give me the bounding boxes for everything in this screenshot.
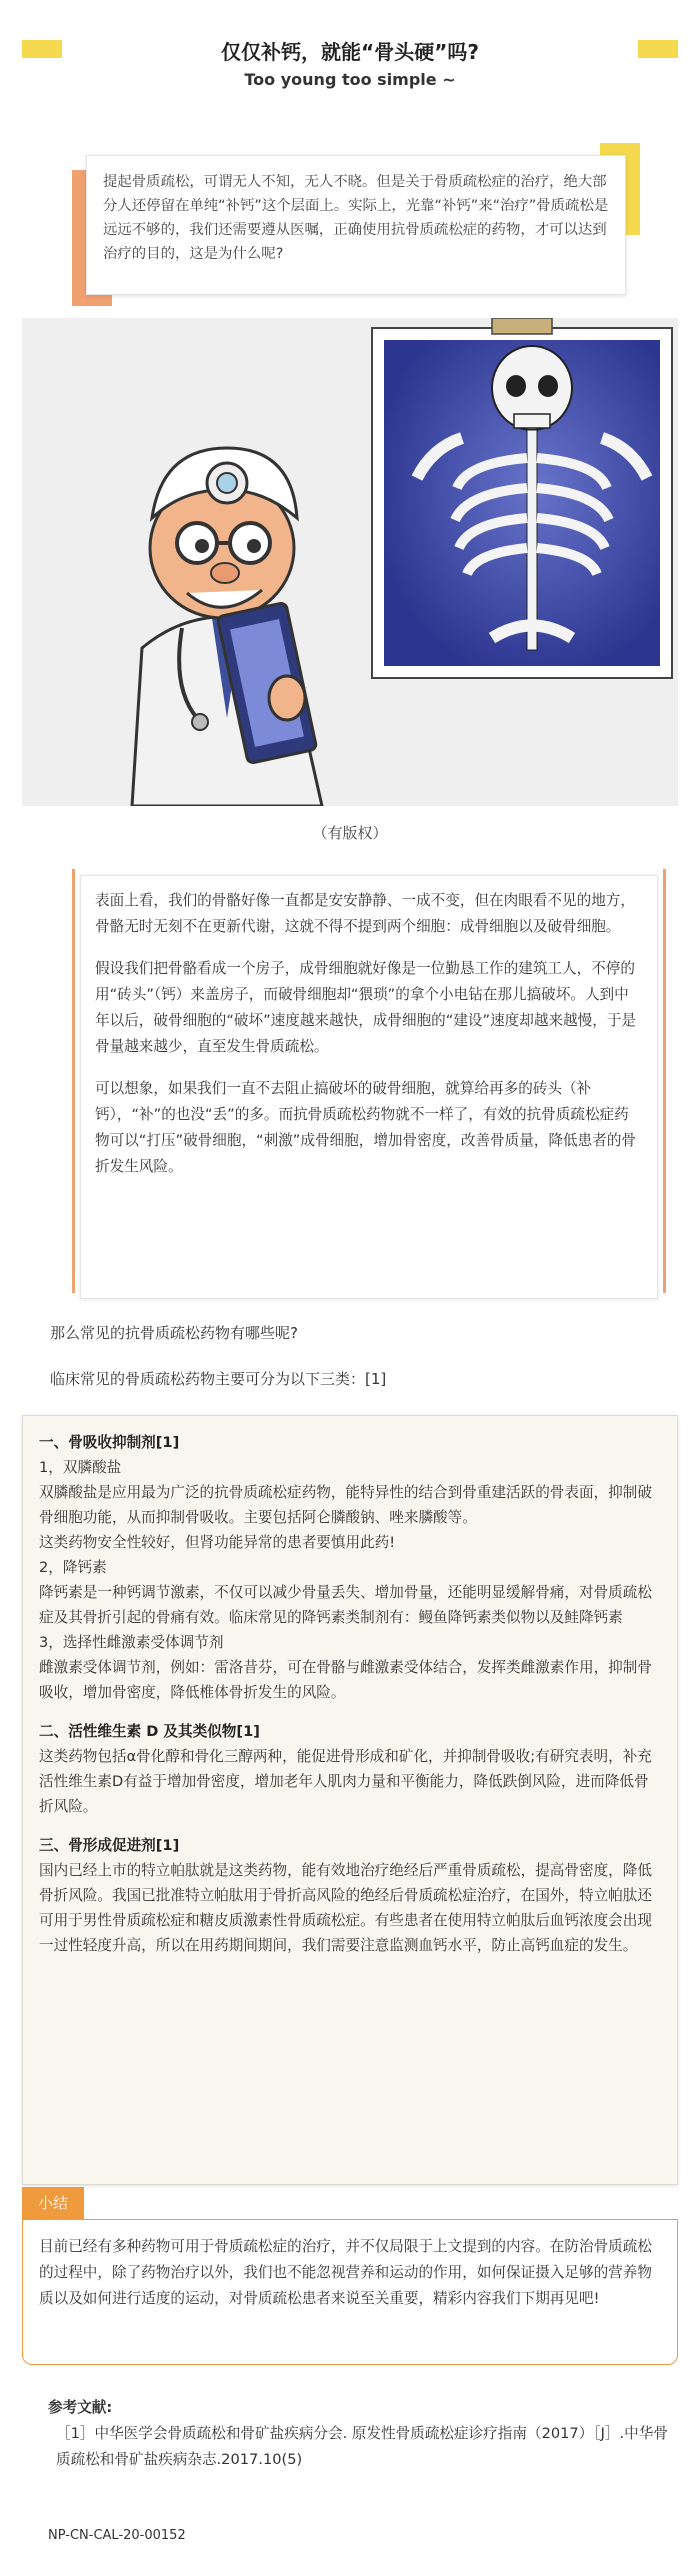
references-heading: 参考文献: <box>48 2399 113 2416</box>
document-code: NP-CN-CAL-20-00152 <box>48 2528 186 2543</box>
drug-text-line: 双膦酸盐是应用最为广泛的抗骨质疏松症药物，能特异性的结合到骨重建活跃的骨表面，抑制破骨细胞功能，从而抑制骨吸收。主要包括阿仑膦酸钠、唑来膦酸等。 <box>39 1484 652 1526</box>
drug-text-line: 国内已经上市的特立帕肽就是这类药物，能有效地治疗绝经后严重骨质疏松，提高骨密度，降低骨折风险。我国已批准特立帕肽用于骨折高风险的绝经后骨质疏松症治疗，在国外，特立帕肽还可用于男性骨质疏松症和糖皮质激素性骨质疏松症。有些患者在使用特立帕肽后血钙浓度会出现一过性轻度升高，所以在用药期间期间，我们需要注意监测血钙水平，防止高钙血症的发生。 <box>39 1862 652 1954</box>
illustration-caption: （有版权） <box>312 824 388 842</box>
drug-text-line: 3，选择性雌激素受体调节剂 <box>39 1634 224 1651</box>
drug-classes-box <box>22 1415 678 2185</box>
drug-section-heading: 三、骨形成促进剂[1] <box>39 1837 180 1854</box>
article-box <box>80 875 658 1299</box>
article-paragraph: 可以想象，如果我们一直不去阻止搞破坏的破骨细胞，就算给再多的砖头（补钙），“补”的也没“丢”的多。而抗骨质疏松药物就不一样了，有效的抗骨质疏松症药物可以“打压”破骨细胞，“刺激”成骨细胞，增加骨密度，改善骨质量，降低患者的骨折发生风险。 <box>95 1080 637 1175</box>
intro-text: 提起骨质疏松，可谓无人不知，无人不晓。但是关于骨质疏松症的治疗，绝大部分人还停留在单纯“补钙”这个层面上。实际上，光靠“补钙”来“治疗”骨质疏松是远远不够的，我们还需要遵从医嘱，正确使用抗骨质疏松症的药物，才可以达到治疗的目的，这是为什么呢? <box>103 174 609 262</box>
drug-text-line: 降钙素是一种钙调节激素，不仅可以减少骨量丢失、增加骨量，还能明显缓解骨痛，对骨质疏松症及其骨折引起的骨痛有效。临床常见的降钙素类制剂有：鳗鱼降钙素类似物以及鲑降钙素 <box>39 1584 652 1626</box>
question-line: 那么常见的抗骨质疏松药物有哪些呢? <box>50 1324 298 1342</box>
drug-text-line: 1，双膦酸盐 <box>39 1459 122 1476</box>
article-decoration-left <box>72 869 75 1293</box>
drug-text-line: 2，降钙素 <box>39 1559 107 1576</box>
summary-text: 目前已经有多种药物可用于骨质疏松症的治疗，并不仅局限于上文提到的内容。在防治骨质疏松的过程中，除了药物治疗以外，我们也不能忽视营养和运动的作用，如何保证摄入足够的营养物质以及如何进行适度的运动，对骨质疏松患者来说至关重要，精彩内容我们下期再见吧! <box>39 2238 652 2307</box>
summary-box <box>22 2219 678 2365</box>
drug-text-line: 这类药物安全性较好，但肾功能异常的患者要慎用此药! <box>39 1534 396 1551</box>
xray-board <box>372 318 672 678</box>
doctor-xray-illustration <box>22 318 678 806</box>
drug-section-heading: 一、骨吸收抑制剂[1] <box>39 1434 180 1451</box>
intro-box <box>86 155 626 295</box>
page-title: 仅仅补钙，就能“骨头硬”吗? <box>221 40 479 64</box>
illustration-svg <box>22 318 678 806</box>
classification-intro: 临床常见的骨质疏松药物主要可分为以下三类：[1] <box>50 1370 387 1388</box>
drug-text-line: 雌激素受体调节剂，例如：雷洛昔芬，可在骨骼与雌激素受体结合，发挥类雌激素作用，抑制骨吸收，增加骨密度，降低椎体骨折发生的风险。 <box>39 1659 652 1701</box>
drug-section-heading: 二、活性维生素 D 及其类似物[1] <box>39 1723 260 1740</box>
drug-text-line: 这类药物包括α骨化醇和骨化三醇两种，能促进骨形成和矿化，并抑制骨吸收;有研究表明，补充活性维生素D有益于增加骨密度，增加老年人肌肉力量和平衡能力，降低跌倒风险，进而降低骨折风险。 <box>39 1748 652 1815</box>
section-gap <box>39 1705 661 1719</box>
article-decoration-right <box>663 869 666 1293</box>
references <box>48 2395 668 2473</box>
page-subtitle: Too young too simple ~ <box>244 70 456 89</box>
reference-item: ［1］中华医学会骨质疏松和骨矿盐疾病分会. 原发性骨质疏松症诊疗指南（2017）［J］.中华骨质疏松和骨矿盐疾病杂志.2017.10(5) <box>56 2425 668 2468</box>
article-paragraph: 表面上看，我们的骨骼好像一直都是安安静静、一成不变，但在肉眼看不见的地方，骨骼无时无刻不在更新代谢，这就不得不提到两个细胞：成骨细胞以及破骨细胞。 <box>95 892 635 935</box>
summary-tag: 小结 <box>22 2187 84 2219</box>
section-gap <box>39 1819 661 1833</box>
article-paragraph: 假设我们把骨骼看成一个房子，成骨细胞就好像是一位勤恳工作的建筑工人，不停的用“砖头”（钙）来盖房子，而破骨细胞却“猥琐”的拿个小电钻在那儿搞破坏。人到中年以后，破骨细胞的“破坏”速度越来越快，成骨细胞的“建设”速度却越来越慢，于是骨量越来越少，直至发生骨质疏松。 <box>95 960 637 1055</box>
